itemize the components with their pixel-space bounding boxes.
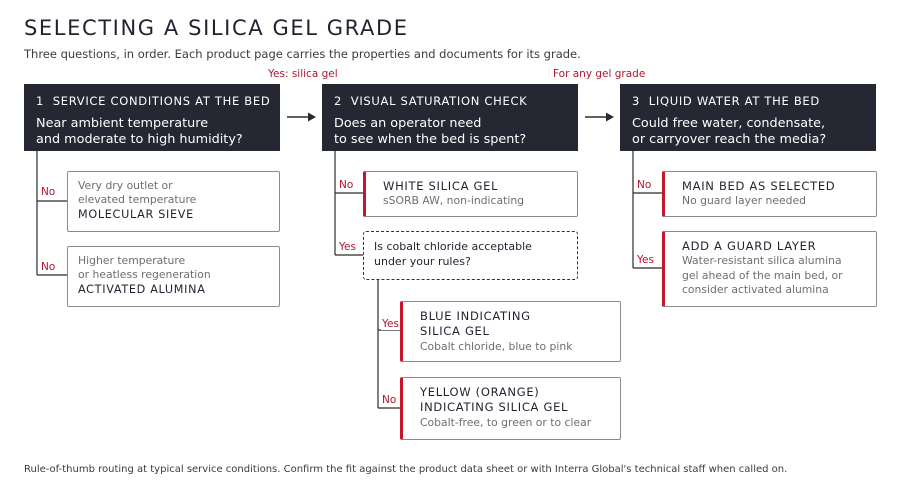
flag-for-any-grade: For any gel grade xyxy=(553,68,646,80)
activated-alumina-condition-line2: or heatless regeneration xyxy=(78,268,211,281)
step-2-header xyxy=(322,84,578,151)
blue-indicating-card xyxy=(400,301,621,362)
blue-indicating-result-line2: SILICA GEL xyxy=(420,324,490,338)
cobalt-no-tag: No xyxy=(382,394,397,406)
footnote: Rule-of-thumb routing at typical service conditions. Confirm the fit against the product data sheet or with Interra Global's technical staff when called on. xyxy=(24,464,788,475)
cobalt-question-line1: Is cobalt chloride acceptable xyxy=(374,240,532,253)
step-1-header xyxy=(24,84,280,151)
blue-indicating-result-line1: BLUE INDICATING xyxy=(420,309,531,323)
main-bed-card xyxy=(662,171,877,217)
white-silica-gel-detail: sSORB AW, non-indicating xyxy=(383,194,525,207)
cobalt-chloride-question xyxy=(363,231,578,280)
page-subtitle: Three questions, in order. Each product page carries the properties and documents for its grade. xyxy=(24,47,581,61)
flag-yes-silica-gel: Yes: silica gel xyxy=(268,68,338,80)
step-2-heading: VISUAL SATURATION CHECK xyxy=(350,94,528,108)
main-bed-result: MAIN BED AS SELECTED xyxy=(682,179,836,193)
molecular-sieve-card xyxy=(67,171,280,232)
step-2-no-tag: No xyxy=(339,179,354,191)
step-3-number: 3 xyxy=(632,94,641,108)
molecular-sieve-condition-line1: Very dry outlet or xyxy=(78,179,173,192)
page-title: SELECTING A SILICA GEL GRADE xyxy=(24,16,409,40)
step-1-heading: SERVICE CONDITIONS AT THE BED xyxy=(52,94,271,108)
step-1-number: 1 xyxy=(36,94,45,108)
activated-alumina-condition-line1: Higher temperature xyxy=(78,254,186,267)
yellow-indicating-result-line1: YELLOW (ORANGE) xyxy=(420,385,540,399)
step-1-question-line1: Near ambient temperature xyxy=(36,116,209,131)
guard-layer-detail-line3: consider activated alumina xyxy=(682,283,829,296)
molecular-sieve-condition-line2: elevated temperature xyxy=(78,193,197,206)
step-2-question-line1: Does an operator need xyxy=(334,116,482,131)
blue-indicating-detail: Cobalt chloride, blue to pink xyxy=(420,340,573,353)
guard-layer-detail-line2: gel ahead of the main bed, or xyxy=(682,268,843,282)
activated-alumina-result: ACTIVATED ALUMINA xyxy=(78,283,206,296)
yellow-indicating-result-line2: INDICATING SILICA GEL xyxy=(420,400,569,414)
step-3-yes-tag: Yes xyxy=(637,254,654,266)
step-2-yes-tag: Yes xyxy=(339,241,356,253)
white-silica-gel-card xyxy=(363,171,578,217)
step-3-question-line1: Could free water, condensate, xyxy=(632,116,826,131)
molecular-sieve-result: MOLECULAR SIEVE xyxy=(78,208,194,221)
step-3-question-line2: or carryover reach the media? xyxy=(632,132,827,147)
step-2-question-line2: to see when the bed is spent? xyxy=(334,132,527,147)
guard-layer-result: ADD A GUARD LAYER xyxy=(682,239,817,253)
white-silica-gel-result: WHITE SILICA GEL xyxy=(383,179,499,193)
step-1-question-line2: and moderate to high humidity? xyxy=(36,132,243,147)
step-2-number: 2 xyxy=(334,94,343,108)
step-3-header xyxy=(620,84,876,151)
yellow-indicating-detail: Cobalt-free, to green or to clear xyxy=(420,416,592,429)
cobalt-yes-tag: Yes xyxy=(382,318,399,330)
step-1-no-tag: No xyxy=(41,186,56,198)
step-1-no-tag-2: No xyxy=(41,261,56,273)
step-3-no-tag: No xyxy=(637,179,652,191)
yellow-indicating-card xyxy=(400,377,621,440)
cobalt-question-line2: under your rules? xyxy=(374,255,471,268)
guard-layer-detail-line1: Water-resistant silica alumina xyxy=(682,254,842,267)
activated-alumina-card xyxy=(67,246,280,307)
step-3-heading: LIQUID WATER AT THE BED xyxy=(648,94,820,108)
main-bed-detail: No guard layer needed xyxy=(682,194,806,207)
guard-layer-card xyxy=(662,231,877,307)
